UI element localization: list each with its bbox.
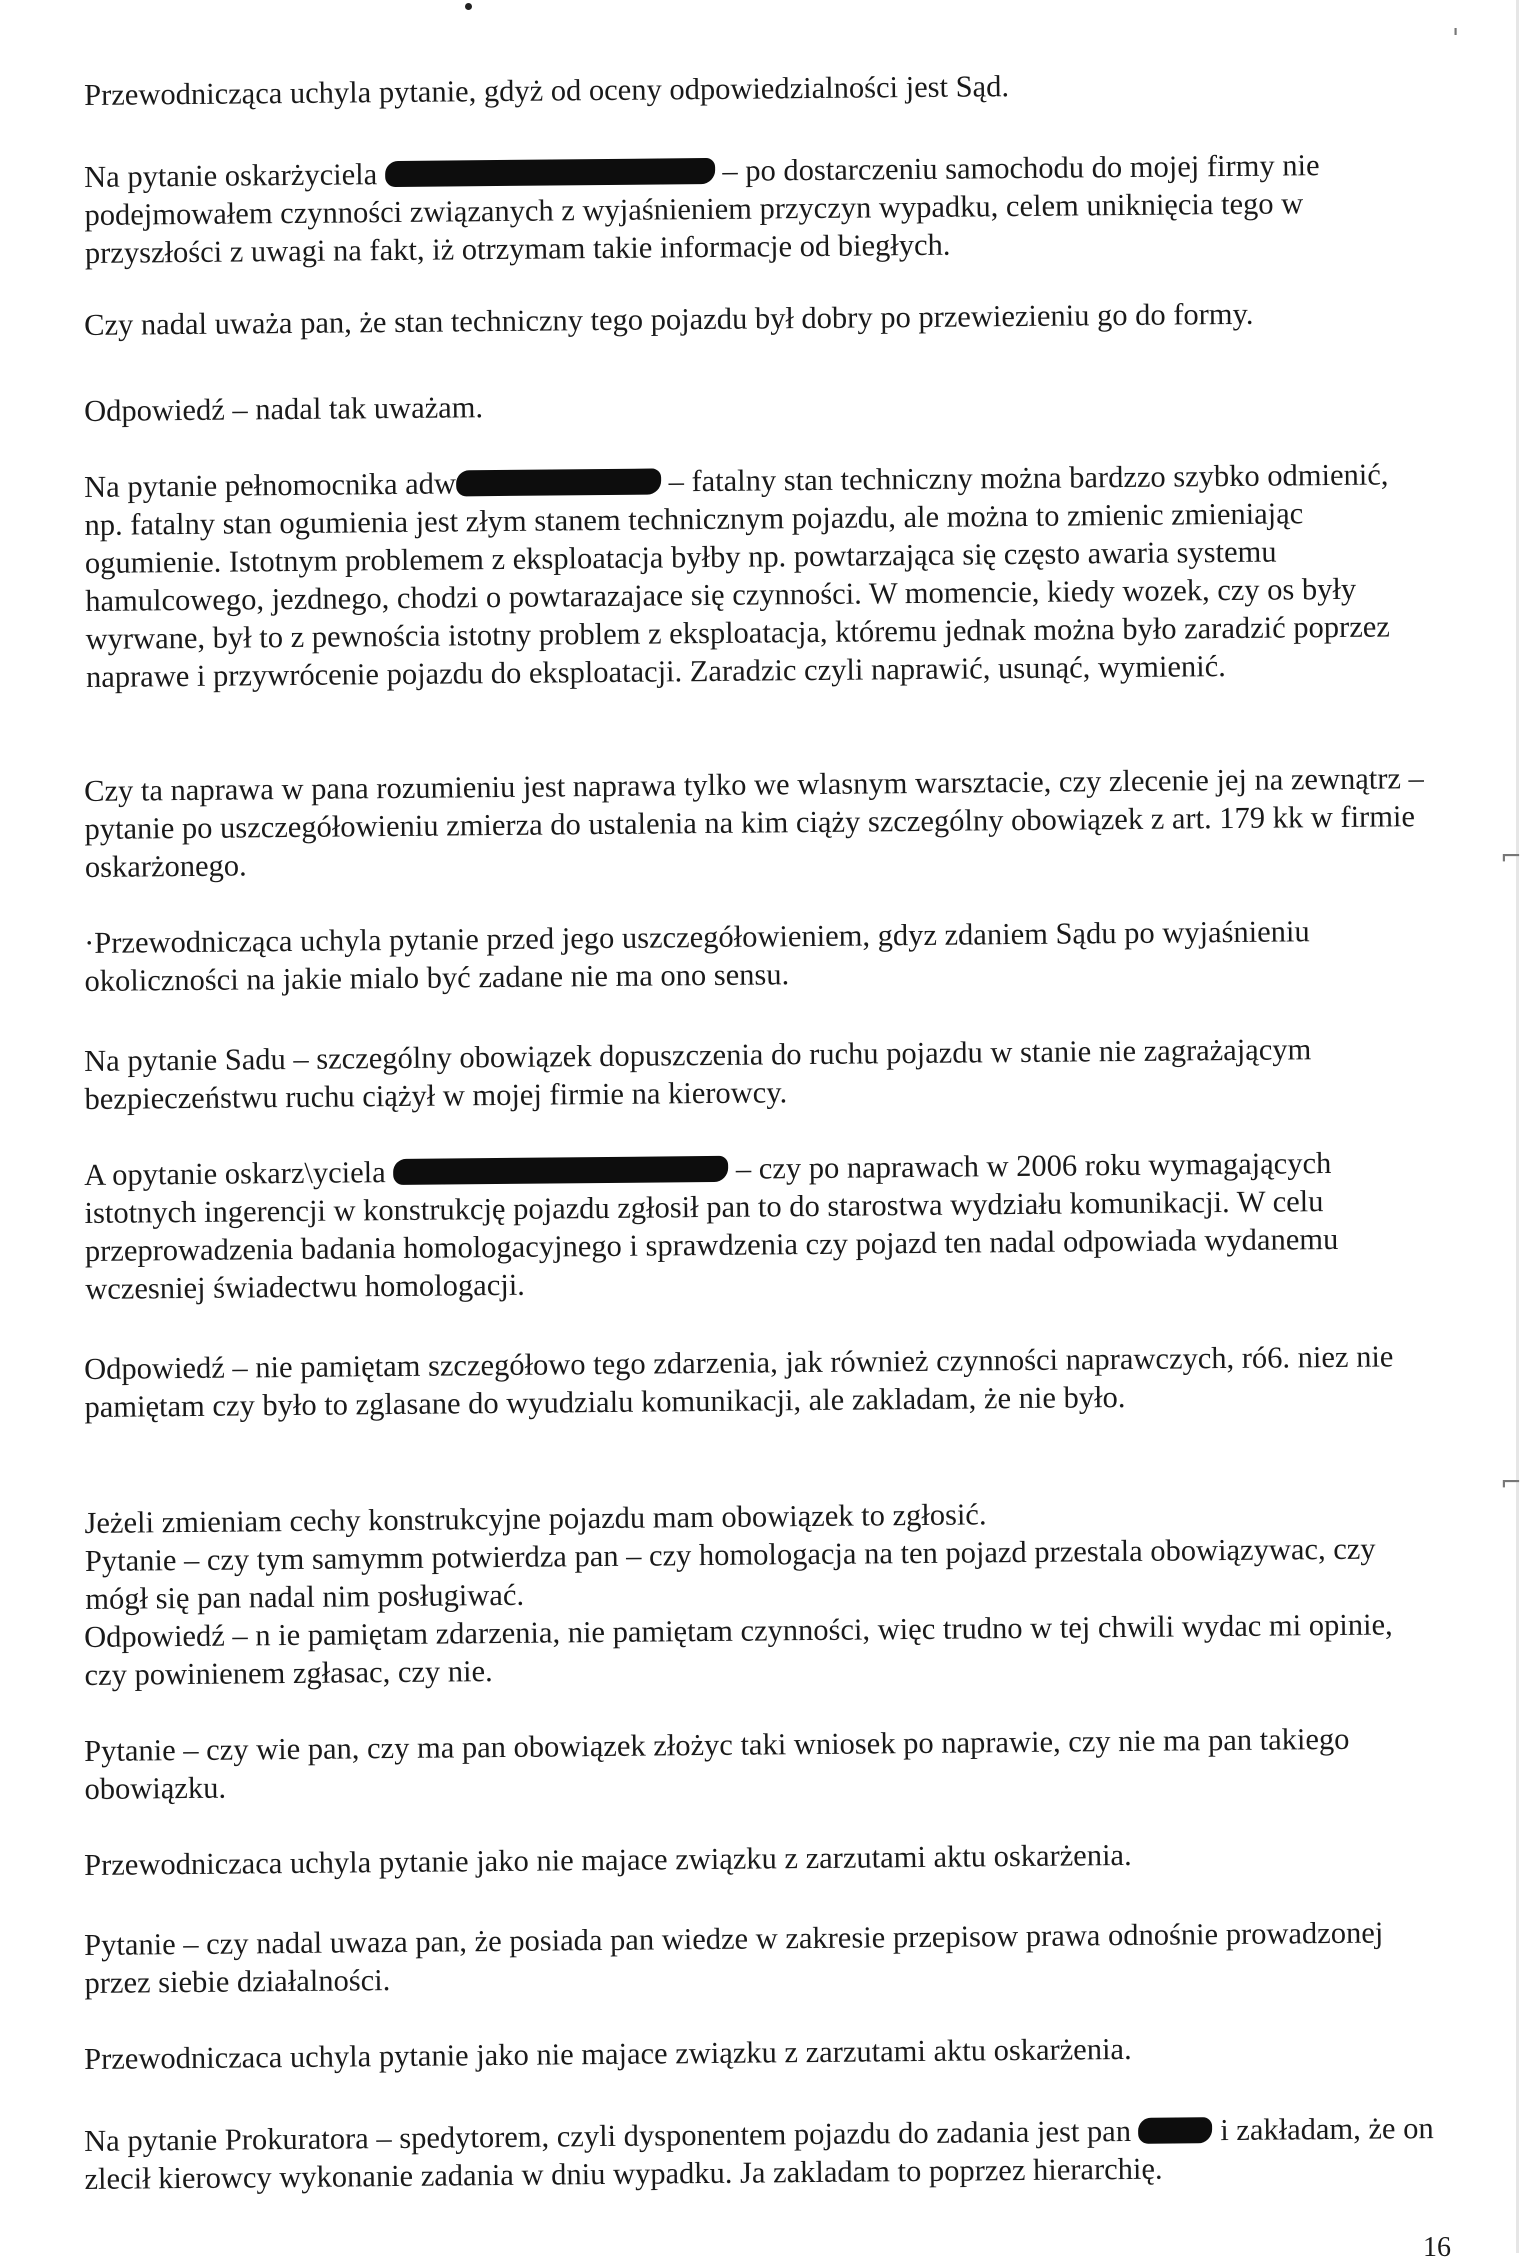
paragraph: Czy ta naprawa w pana rozumieniu jest naprawa tylko we wlasnym warsztacie, czy zlecenie jej na zewnątrz – pytanie po uszczegółowieniu zmierza do ustalenia na kim ciąży szczególny obowiązek z art. 179 kk w firmie oskarżonego. [84, 761, 1425, 884]
paragraph: Odpowiedź – n ie pamiętam zdarzenia, nie pamiętam czynności, więc trudno w tej chwili wydac mi opinie, czy powinienem zgłasac, czy nie. [84, 1607, 1393, 1692]
redaction-mark [1138, 2117, 1212, 2144]
paragraph-body: i zakładam, że on zlecił kierowcy wykonanie zadania w dniu wypadku. Ja zakladam to poprzez hierarchię. [84, 2111, 1434, 2196]
paragraph-lead: Na pytanie oskarżyciela [84, 157, 378, 194]
paragraph: ·Przewodnicząca uchyla pytanie przed jego uszczegółowieniem, gdyz zdaniem Sądu po wyjaśnieniu okoliczności na jakie mialo być zadane nie ma ono sensu. [84, 914, 1310, 998]
paragraph: Pytanie – czy wie pan, czy ma pan obowiązek złożyc taki wniosek po naprawie, czy nie ma pan takiego obowiązku. [84, 1721, 1350, 1806]
redaction-mark [456, 468, 661, 496]
paragraph [84, 2109, 1435, 2198]
redaction-mark [385, 158, 715, 187]
paragraph [84, 455, 1436, 696]
scan-mark: ' [1452, 24, 1460, 54]
scan-mark: ⌐ [1500, 842, 1522, 872]
paragraph: Przewodnicząca uchyla pytanie, gdyż od oceny odpowiedzialności jest Sąd. [84, 69, 1010, 112]
paragraph-lead: Na pytanie Prokuratora – spedytorem, czyli dysponentem pojazdu do zadania jest pan [84, 2113, 1132, 2158]
paragraph [84, 1143, 1435, 1308]
paragraph-lead: A opytanie oskarz\yciela [84, 1155, 386, 1192]
paragraph: Czy nadal uważa pan, że stan techniczny tego pojazdu był dobry po przewiezieniu go do formy. [84, 296, 1254, 342]
paragraph: Na pytanie Sadu – szczególny obowiązek dopuszczenia do ruchu pojazdu w stanie nie zagrażającym bezpieczeństwu ruchu ciążył w mojej firmie na kierowcy. [84, 1032, 1312, 1116]
paragraph [84, 145, 1435, 272]
paragraph: Przewodniczaca uchyla pytanie jako nie majace związku z zarzutami aktu oskarżenia. [84, 2031, 1132, 2076]
paragraph: Pytanie – czy nadal uwaza pan, że posiada pan wiedze w zakresie przepisow prawa odnośnie prowadzonej przez siebie działalności. [84, 1915, 1384, 2000]
paragraph-body: – po dostarczeniu samochodu do mojej firmy nie podejmowałem czynności związanych z wyjaśnieniem przyczyn wypadku, celem uniknięcia tego w przyszłości z uwagi na fakt, iż otrzymam takie informacje od biegłych. [84, 148, 1320, 270]
paragraph-body: – fatalny stan techniczny można bardzzo szybko odmienić, np. fatalny stan ogumienia jest złym stanem technicznym pojazdu, ale można to zmienic zmieniając ogumienie. Istotnym problemem z eksploatacja byłby np. powtarzająca się często awaria systemu hamulcowego, jezdnego, chodzi o powtarazajace się czynności. W momencie, kiedy wozek, czy os były wyrwane, był to z pewnościa istotny problem z eksploatacja, któremu jednak można było zaradzić poprzez naprawe i przywrócenie pojazdu do eksploatacji. Zaradzic czyli naprawić, usunąć, wymienić. [84, 457, 1390, 694]
scan-speck [465, 3, 472, 10]
scan-edge [1516, 0, 1519, 2253]
paragraph: Odpowiedź – nie pamiętam szczegółowo tego zdarzenia, jak również czynności naprawczych, ró6. niez nie pamiętam czy było to zglasane do wyudzialu komunikacji, ale zakladam, że nie było. [84, 1339, 1394, 1424]
paragraph: Odpowiedź – nadal tak uważam. [84, 390, 484, 428]
paragraph: Jeżeli zmieniam cechy konstrukcyjne pojazdu mam obowiązek to zgłosić. Pytanie – czy tym samymm potwierdza pan – czy homologacja na ten pojazd przestala obowiązywac, czy mógł się pan nadal nim posługiwać. [84, 1497, 1376, 1616]
redaction-mark [393, 1156, 728, 1185]
scan-mark: ⌐ [1500, 1468, 1522, 1498]
paragraph-body: – czy po naprawach w 2006 roku wymagających istotnych ingerencji w konstrukcję pojazdu zgłosił pan to do starostwa wydziału komunikacji. W celu przeprowadzenia badania homologacyjnego i sprawdzenia czy pojazd ten nadal odpowiada wydanemu wczesniej świadectwu homologacji. [84, 1146, 1339, 1306]
page-number: 16 [1423, 2232, 1451, 2263]
paragraph-lead: Na pytanie pełnomocnika adw [84, 466, 457, 504]
paragraph: Przewodniczaca uchyla pytanie jako nie majace związku z zarzutami aktu oskarżenia. [84, 1837, 1132, 1882]
